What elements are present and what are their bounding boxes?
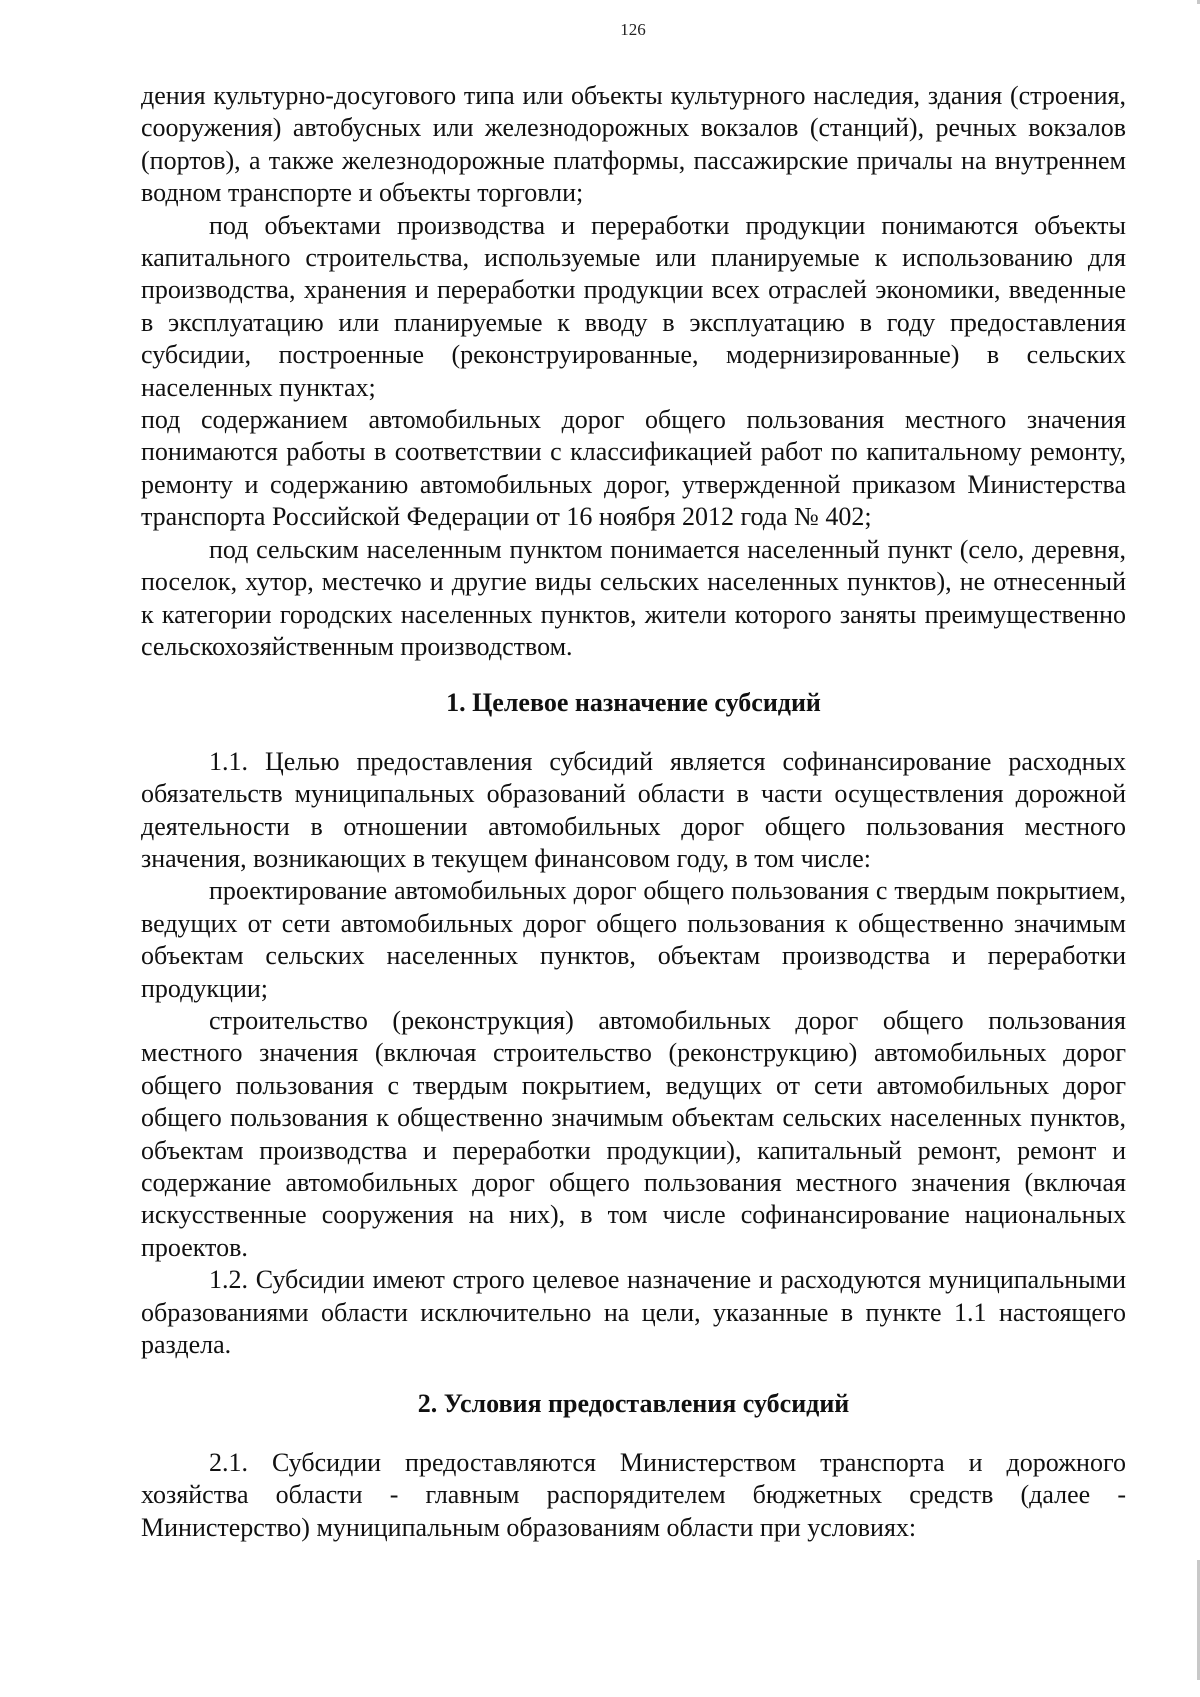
document-body: [141, 80, 1126, 1544]
paragraph-road-maintenance: под содержанием автомобильных дорог общего пользования местного значения понимаются работы в соответствии с классификацией работ по капитальному ремонту, ремонту и содержанию автомобильных дорог, утвержденной приказом Министерства транспорта Российской Федерации от 16 ноября 2012 года № 402;: [141, 405, 1126, 532]
paragraph-2-1: 2.1. Субсидии предоставляются Министерством транспорта и дорожного хозяйства области - главным распорядителем бюджетных средств (далее - Министерство) муниципальным образованиям области при условиях:: [141, 1447, 1126, 1542]
paragraph-continuation: дения культурно-досугового типа или объекты культурного наследия, здания (строения, сооружения) автобусных или железнодорожных вокзалов (станций), речных вокзалов (портов), а также железнодорожные платформы, пассажирские причалы на внутреннем водном транспорте и объекты торговли;: [141, 81, 1126, 208]
page-number: 126: [620, 20, 646, 39]
paragraph-rural-settlement: под сельским населенным пунктом понимается населенный пункт (село, деревня, поселок, хутор, местечко и другие виды сельских населенных пунктов), не отнесенный к категории городских населенных пунктов, жители которого заняты преимущественно сельскохозяйственным производством.: [141, 534, 1126, 661]
paragraph-1-2: 1.2. Субсидии имеют строго целевое назначение и расходуются муниципальными образованиями области исключительно на цели, указанные в пункте 1.1 настоящего раздела.: [141, 1265, 1126, 1360]
paragraph-1-1: 1.1. Целью предоставления субсидий является софинансирование расходных обязательств муниципальных образований области в части осуществления дорожной деятельности в отношении автомобильных дорог общего пользования местного значения, возникающих в текущем финансовом году, в том числе:: [141, 746, 1126, 873]
paragraph-production-objects: под объектами производства и переработки продукции понимаются объекты капитального строительства, используемые или планируемые к использованию для производства, хранения и переработки продукции всех отраслей экономики, введенные в эксплуатацию или планируемые к вводу в эксплуатацию в году предоставления субсидии, построенные (реконструированные, модернизированные) в сельских населенных пунктах;: [141, 210, 1126, 402]
section-2-heading: 2. Условия предоставления субсидий: [417, 1389, 850, 1419]
paragraph-1-1-design: проектирование автомобильных дорог общего пользования с твердым покрытием, ведущих от сети автомобильных дорог общего пользования к общественно значимым объектам сельских населенных пунктов, объектам производства и переработки продукции;: [141, 876, 1126, 1003]
paragraph-1-1-construction: строительство (реконструкция) автомобильных дорог общего пользования местного значения (включая строительство (реконструкцию) автомобильных дорог общего пользования с твердым покрытием, ведущих от сети автомобильных дорог общего пользования к общественно значимым объектам сельских населенных пунктов, объектам производства и переработки продукции), капитальный ремонт, ремонт и содержание автомобильных дорог общего пользования местного значения (включая искусственные сооружения на них), в том числе софинансирование национальных проектов.: [141, 1005, 1126, 1262]
section-1-heading: 1. Целевое назначение субсидий: [446, 688, 821, 718]
